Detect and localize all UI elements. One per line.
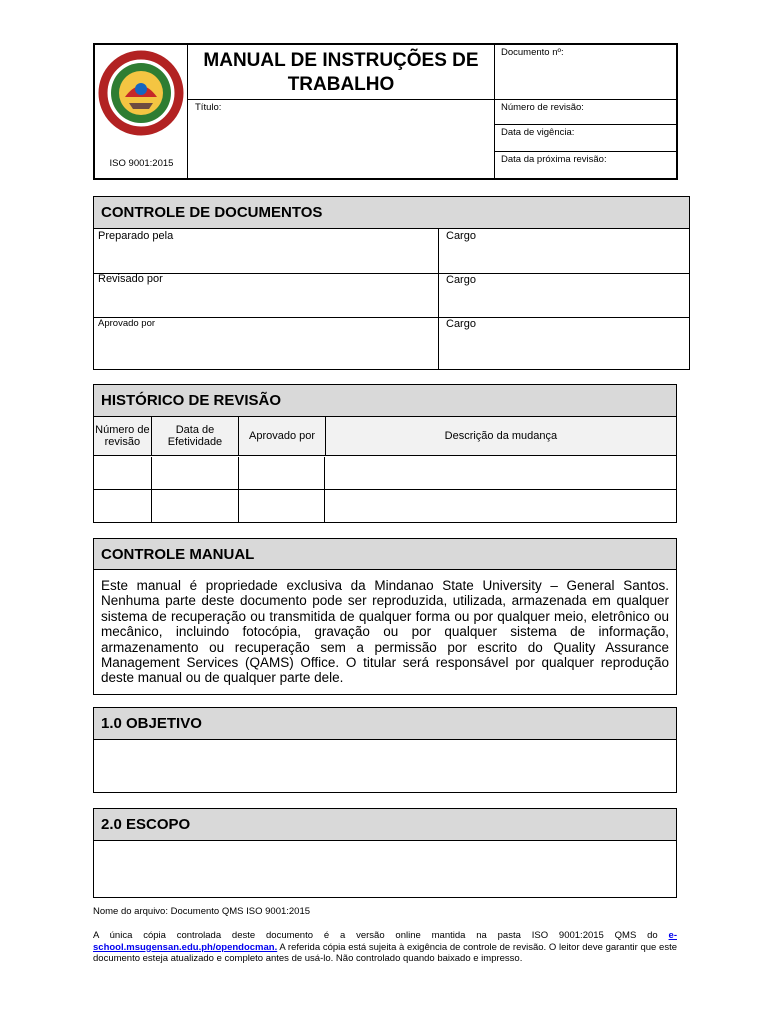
manual-control-heading: CONTROLE MANUAL — [94, 539, 676, 570]
revisado-label: Revisado por — [98, 273, 163, 285]
scope-heading: 2.0 ESCOPO — [94, 809, 676, 841]
column-divider — [151, 457, 152, 522]
col-data-efetividade: Data de Efetividade — [152, 417, 240, 455]
documento-label: Documento nº: — [501, 47, 564, 58]
document-title — [188, 45, 494, 97]
revision-history-table — [93, 384, 677, 523]
row-divider — [94, 273, 689, 274]
preparado-label: Preparado pela — [98, 230, 174, 242]
university-seal-logo — [95, 45, 188, 155]
row-divider — [94, 317, 689, 318]
column-divider — [238, 457, 239, 522]
row-divider — [94, 489, 676, 490]
manual-control-text: Este manual é propriedade exclusiva da Mindanao State University – General Santos. Nenhuma parte deste documento pode ser reproduzida, utilizada, armazenada em qualquer sistema de recuperação ou transmitida de qualquer forma ou por qualquer meio, eletrônico ou mecânico, incluindo fotocópia, gravação ou por qualquer sistema de informação, armazenamento ou recuperação sem a permissão por escrito do Quality Assurance Management Services (QAMS) Office. O titular será responsável por qualquer reprodução deste manual ou de qualquer parte dele. — [101, 578, 669, 686]
objective-heading: 1.0 OBJETIVO — [94, 708, 676, 740]
titulo-label: Título: — [195, 102, 222, 113]
aprovado-label: Aprovado por — [98, 318, 156, 329]
vigencia-label: Data de vigência: — [501, 127, 575, 138]
vigencia-cell — [495, 125, 676, 152]
revisao-label: Número de revisão: — [501, 102, 584, 113]
col-aprovado-por: Aprovado por — [239, 417, 326, 455]
document-control-heading: CONTROLE DE DOCUMENTOS — [94, 197, 689, 229]
scope-section — [93, 808, 677, 898]
col-numero-revisao: Número de revisão — [94, 417, 152, 455]
revision-history-heading: HISTÓRICO DE REVISÃO — [94, 385, 676, 417]
objective-section — [93, 707, 677, 793]
footer-note-text: A única cópia controlada deste documento é a versão online mantida na pasta ISO 9001:2015 QMS do — [93, 930, 669, 941]
proxima-cell — [495, 152, 676, 178]
title-line-2: TRABALHO — [287, 74, 395, 95]
footer-filename: Nome do arquivo: Documento QMS ISO 9001:2015 — [93, 906, 311, 917]
iso-label: ISO 9001:2015 — [109, 158, 174, 169]
cargo-label: Cargo — [446, 274, 476, 286]
opendocman-link[interactable]: e-school.msugensan.edu.ph/opendocman. — [93, 930, 677, 953]
title-cell — [188, 45, 494, 100]
cargo-label: Cargo — [446, 230, 476, 242]
revision-history-header-row — [94, 417, 676, 456]
document-control-table — [93, 196, 690, 370]
footer-note-text: A referida cópia está sujeita à exigência de controle de revisão. O leitor deve garantir que este documento esteja atualizado e completo antes de usá-lo. Não controlado quando baixado e impresso. — [93, 941, 677, 964]
col-descricao: Descrição da mudança — [326, 417, 676, 455]
column-divider — [438, 229, 439, 369]
proxima-label: Data da próxima revisão: — [501, 154, 607, 165]
document-header — [93, 43, 678, 180]
documento-cell — [495, 45, 676, 100]
revisao-cell — [495, 100, 676, 125]
title-line-1: MANUAL DE INSTRUÇÕES DE — [203, 50, 479, 71]
column-divider — [324, 457, 325, 522]
cargo-label: Cargo — [446, 318, 476, 330]
footer-note — [93, 930, 677, 965]
document-meta — [494, 45, 676, 178]
manual-control-section — [93, 538, 677, 695]
logo-cell — [95, 45, 188, 178]
